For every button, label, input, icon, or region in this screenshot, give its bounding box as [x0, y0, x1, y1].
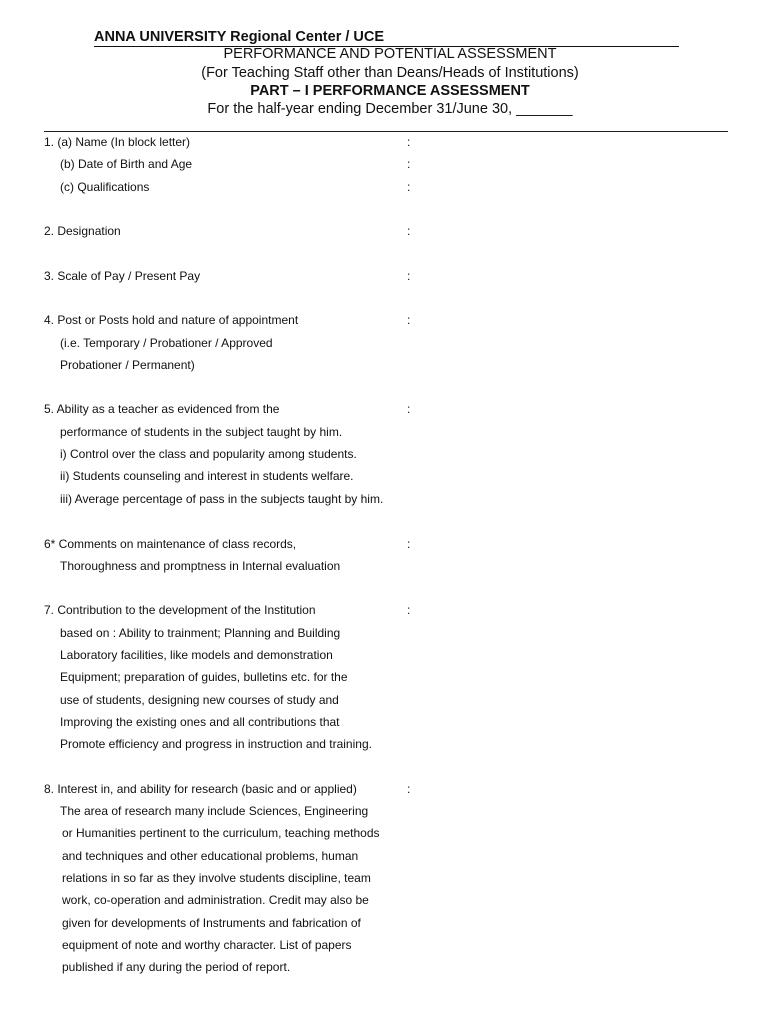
- item-3-colon: :: [407, 269, 411, 283]
- period-line: For the half-year ending December 31/June 30, _______: [207, 101, 573, 117]
- item-1c-colon: :: [407, 180, 411, 194]
- item-8-line-7: given for developments of Instruments and fabrication of: [62, 916, 361, 930]
- item-8-line-6: work, co-operation and administration. Credit may also be: [62, 893, 369, 907]
- item-1b-colon: :: [407, 157, 411, 171]
- item-2-colon: :: [407, 224, 411, 238]
- item-3-label: 3. Scale of Pay / Present Pay: [44, 269, 201, 283]
- item-5-line-5: iii) Average percentage of pass in the subjects taught by him.: [60, 492, 384, 506]
- item-8-colon: :: [407, 782, 411, 796]
- item-1b-label: (b) Date of Birth and Age: [60, 157, 193, 171]
- item-5-colon: :: [407, 402, 411, 416]
- item-7-line-5: use of students, designing new courses of study and: [60, 693, 339, 707]
- item-6-line-1: 6* Comments on maintenance of class records,: [44, 537, 297, 551]
- item-7-colon: :: [407, 603, 411, 617]
- part-heading: PART – I PERFORMANCE ASSESSMENT: [250, 83, 530, 99]
- item-8-line-2: The area of research many include Sciences, Engineering: [60, 804, 369, 818]
- item-4-line-3: Probationer / Permanent): [60, 358, 195, 372]
- item-5-line-2: performance of students in the subject taught by him.: [60, 425, 343, 439]
- item-7-line-2: based on : Ability to trainment; Planning and Building: [60, 626, 341, 640]
- item-4-colon: :: [407, 313, 411, 327]
- item-7-line-7: Promote efficiency and progress in instruction and training.: [60, 737, 372, 751]
- header-divider: [44, 131, 728, 132]
- form-subtitle: (For Teaching Staff other than Deans/Heads of Institutions): [201, 65, 579, 81]
- item-6-colon: :: [407, 537, 411, 551]
- item-8-line-9: published if any during the period of report.: [62, 960, 291, 974]
- item-5-line-4: ii) Students counseling and interest in students welfare.: [60, 469, 354, 483]
- item-4-line-2: (i.e. Temporary / Probationer / Approved: [60, 336, 273, 350]
- item-7-line-6: Improving the existing ones and all contributions that: [60, 715, 340, 729]
- item-8-line-3: or Humanities pertinent to the curriculum, teaching methods: [62, 826, 380, 840]
- item-8-line-1: 8. Interest in, and ability for research (basic and or applied): [44, 782, 357, 796]
- form-title: PERFORMANCE AND POTENTIAL ASSESSMENT: [223, 46, 557, 62]
- item-4-line-1: 4. Post or Posts hold and nature of appointment: [44, 313, 299, 327]
- item-7-line-4: Equipment; preparation of guides, bulletins etc. for the: [60, 670, 348, 684]
- item-2-label: 2. Designation: [44, 224, 121, 238]
- item-5-line-1: 5. Ability as a teacher as evidenced from the: [44, 402, 280, 416]
- item-8-line-8: equipment of note and worthy character. List of papers: [62, 938, 352, 952]
- item-8-line-4: and techniques and other educational problems, human: [62, 849, 359, 863]
- item-7-line-3: Laboratory facilities, like models and demonstration: [60, 648, 333, 662]
- item-1a-label: 1. (a) Name (In block letter): [44, 135, 191, 149]
- item-6-line-2: Thoroughness and promptness in Internal evaluation: [60, 559, 341, 573]
- item-5-line-3: i) Control over the class and popularity among students.: [60, 447, 357, 461]
- university-title: ANNA UNIVERSITY Regional Center / UCE: [94, 29, 679, 47]
- item-1a-colon: :: [407, 135, 411, 149]
- item-1c-label: (c) Qualifications: [60, 180, 150, 194]
- item-7-line-1: 7. Contribution to the development of the Institution: [44, 603, 316, 617]
- item-8-line-5: relations in so far as they involve students discipline, team: [62, 871, 371, 885]
